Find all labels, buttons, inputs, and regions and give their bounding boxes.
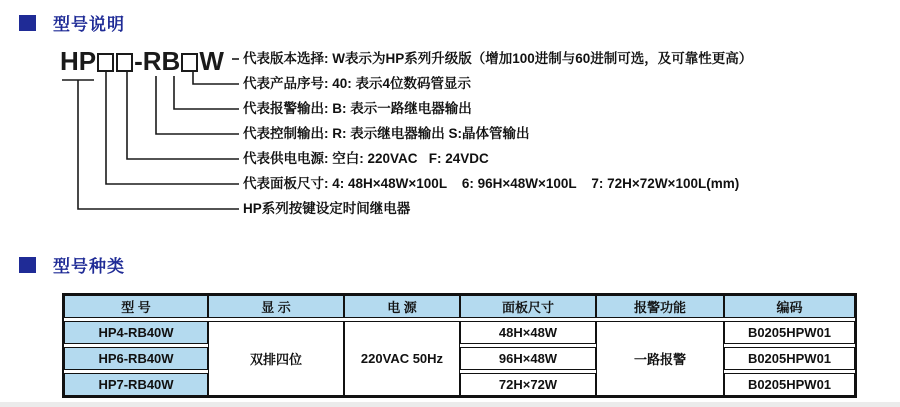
model-cell: HP6-RB40W	[64, 347, 208, 370]
section-title: 型号种类	[53, 257, 125, 276]
model-placeholder-box-3	[181, 53, 198, 72]
page-edge-strip	[0, 402, 900, 407]
note-power-supply: 代表供电电源: 空白: 220VAC F: 24VDC	[243, 151, 489, 166]
section-model-description	[19, 10, 125, 35]
note-version: 代表版本选择: W表示为HP系列升级版（增加100进制与60进制可选，及可靠性更高）	[243, 51, 753, 66]
col-header-power: 电 源	[344, 295, 460, 318]
note-panel-size: 代表面板尺寸: 4: 48H×48W×100L 6: 96H×48W×100L 7: 72H×72W×100L(mm)	[243, 176, 740, 191]
col-header-panel-size: 面板尺寸	[460, 295, 596, 318]
model-cell: HP7-RB40W	[64, 373, 208, 396]
model-cell: HP4-RB40W	[64, 321, 208, 344]
model-code-mid: -RB	[134, 46, 181, 76]
model-spec-table	[62, 293, 857, 398]
col-header-code: 编码	[724, 295, 855, 318]
note-series-name: HP系列按键设定时间继电器	[243, 201, 411, 216]
note-control-output: 代表控制输出: R: 表示继电器输出 S:晶体管输出	[243, 126, 530, 141]
code-cell: B0205HPW01	[724, 347, 855, 370]
section-bullet-icon	[19, 15, 36, 31]
model-code	[60, 46, 224, 76]
power-merged-cell: 220VAC 50Hz	[344, 321, 460, 396]
model-placeholder-box-2	[116, 53, 133, 72]
col-header-alarm: 报警功能	[596, 295, 724, 318]
section-bullet-icon	[19, 257, 36, 273]
display-merged-cell: 双排四位	[208, 321, 344, 396]
model-placeholder-box-1	[97, 53, 114, 72]
code-cell: B0205HPW01	[724, 321, 855, 344]
note-alarm-output: 代表报警输出: B: 表示一路继电器输出	[243, 101, 472, 116]
col-header-display: 显 示	[208, 295, 344, 318]
section-title: 型号说明	[53, 15, 125, 34]
col-header-model: 型 号	[64, 295, 208, 318]
model-code-suffix: W	[199, 46, 224, 76]
panel-size-cell: 72H×72W	[460, 373, 596, 396]
panel-size-cell: 96H×48W	[460, 347, 596, 370]
panel-size-cell: 48H×48W	[460, 321, 596, 344]
alarm-merged-cell: 一路报警	[596, 321, 724, 396]
note-product-series: 代表产品序号: 40: 表示4位数码管显示	[243, 76, 472, 91]
section-model-types	[19, 252, 125, 277]
code-cell: B0205HPW01	[724, 373, 855, 396]
model-code-prefix: HP	[60, 46, 97, 76]
